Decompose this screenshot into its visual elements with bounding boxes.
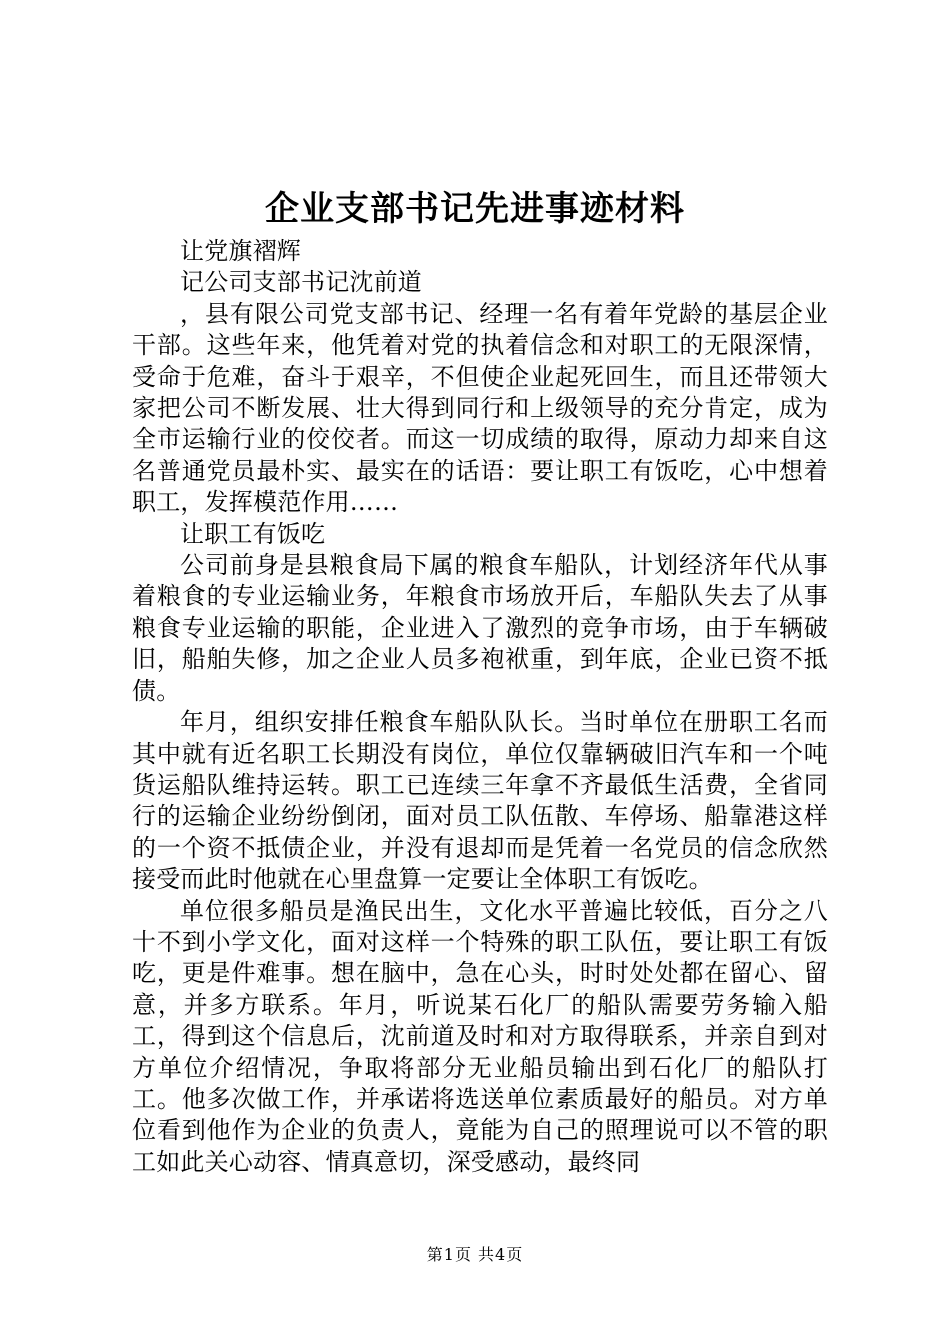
paragraph: 单位很多船员是渔民出生，文化水平普遍比较低，百分之八十不到小学文化，面对这样一个特殊的职工队伍，要让职工有饭吃，更是件难事。想在脑中，急在心头，时时处处都在留心、留意，并多方联系。年月，听说某石化厂的船队需要劳务输入船工，得到这个信息后，沈前道及时和对方取得联系，并亲自到对方单位介绍情况，争取将部分无业船员输出到石化厂的船队打工。他多次做工作，并承诺将选送单位素质最好的船员。对方单位看到他作为企业的负责人，竟能为自己的照理说可以不管的职工如此关心动容、情真意切，深受感动，最终同 (132, 896, 828, 1176)
document-title: 企业支部书记先进事迹材料 (265, 189, 685, 229)
paragraph: 让职工有饭吃 (180, 519, 326, 548)
paragraph: 年月，组织安排任粮食车船队队长。当时单位在册职工名而其中就有近名职工长期没有岗位，单位仅靠辆破旧汽车和一个吨货运船队维持运转。职工已连续三年拿不齐最低生活费，全省同行的运输企业纷纷倒闭，面对员工队伍散、车停场、船靠港这样的一个资不抵债企业，并没有退却而是凭着一名党员的信念欣然接受而此时他就在心里盘算一定要让全体职工有饭吃。 (132, 708, 828, 894)
paragraph: 公司前身是县粮食局下属的粮食车船队，计划经济年代从事着粮食的专业运输业务，年粮食市场放开后，车船队失去了从事粮食专业运输的职能，企业进入了激烈的竞争市场，由于车辆破旧，船舶失修，加之企业人员多袍袱重，到年底，企业已资不抵债。 (132, 551, 828, 705)
document-body (132, 236, 828, 1178)
paragraph: ，县有限公司党支部书记、经理一名有着年党龄的基层企业干部。这些年来，他凭着对党的执着信念和对职工的无限深情，受命于危难，奋斗于艰辛，不但使企业起死回生，而且还带领大家把公司不断发展、壮大得到同行和上级领导的充分肯定，成为全市运输行业的佼佼者。而这一切成绩的取得，原动力却来自这名普通党员最朴实、最实在的话语：要让职工有饭吃，心中想着职工，发挥模范作用…… (132, 299, 828, 517)
paragraph: 记公司支部书记沈前道 (180, 268, 422, 297)
page-number-footer: 第1页 共4页 (426, 1245, 524, 1264)
paragraph: 让党旗褶辉 (180, 237, 301, 265)
